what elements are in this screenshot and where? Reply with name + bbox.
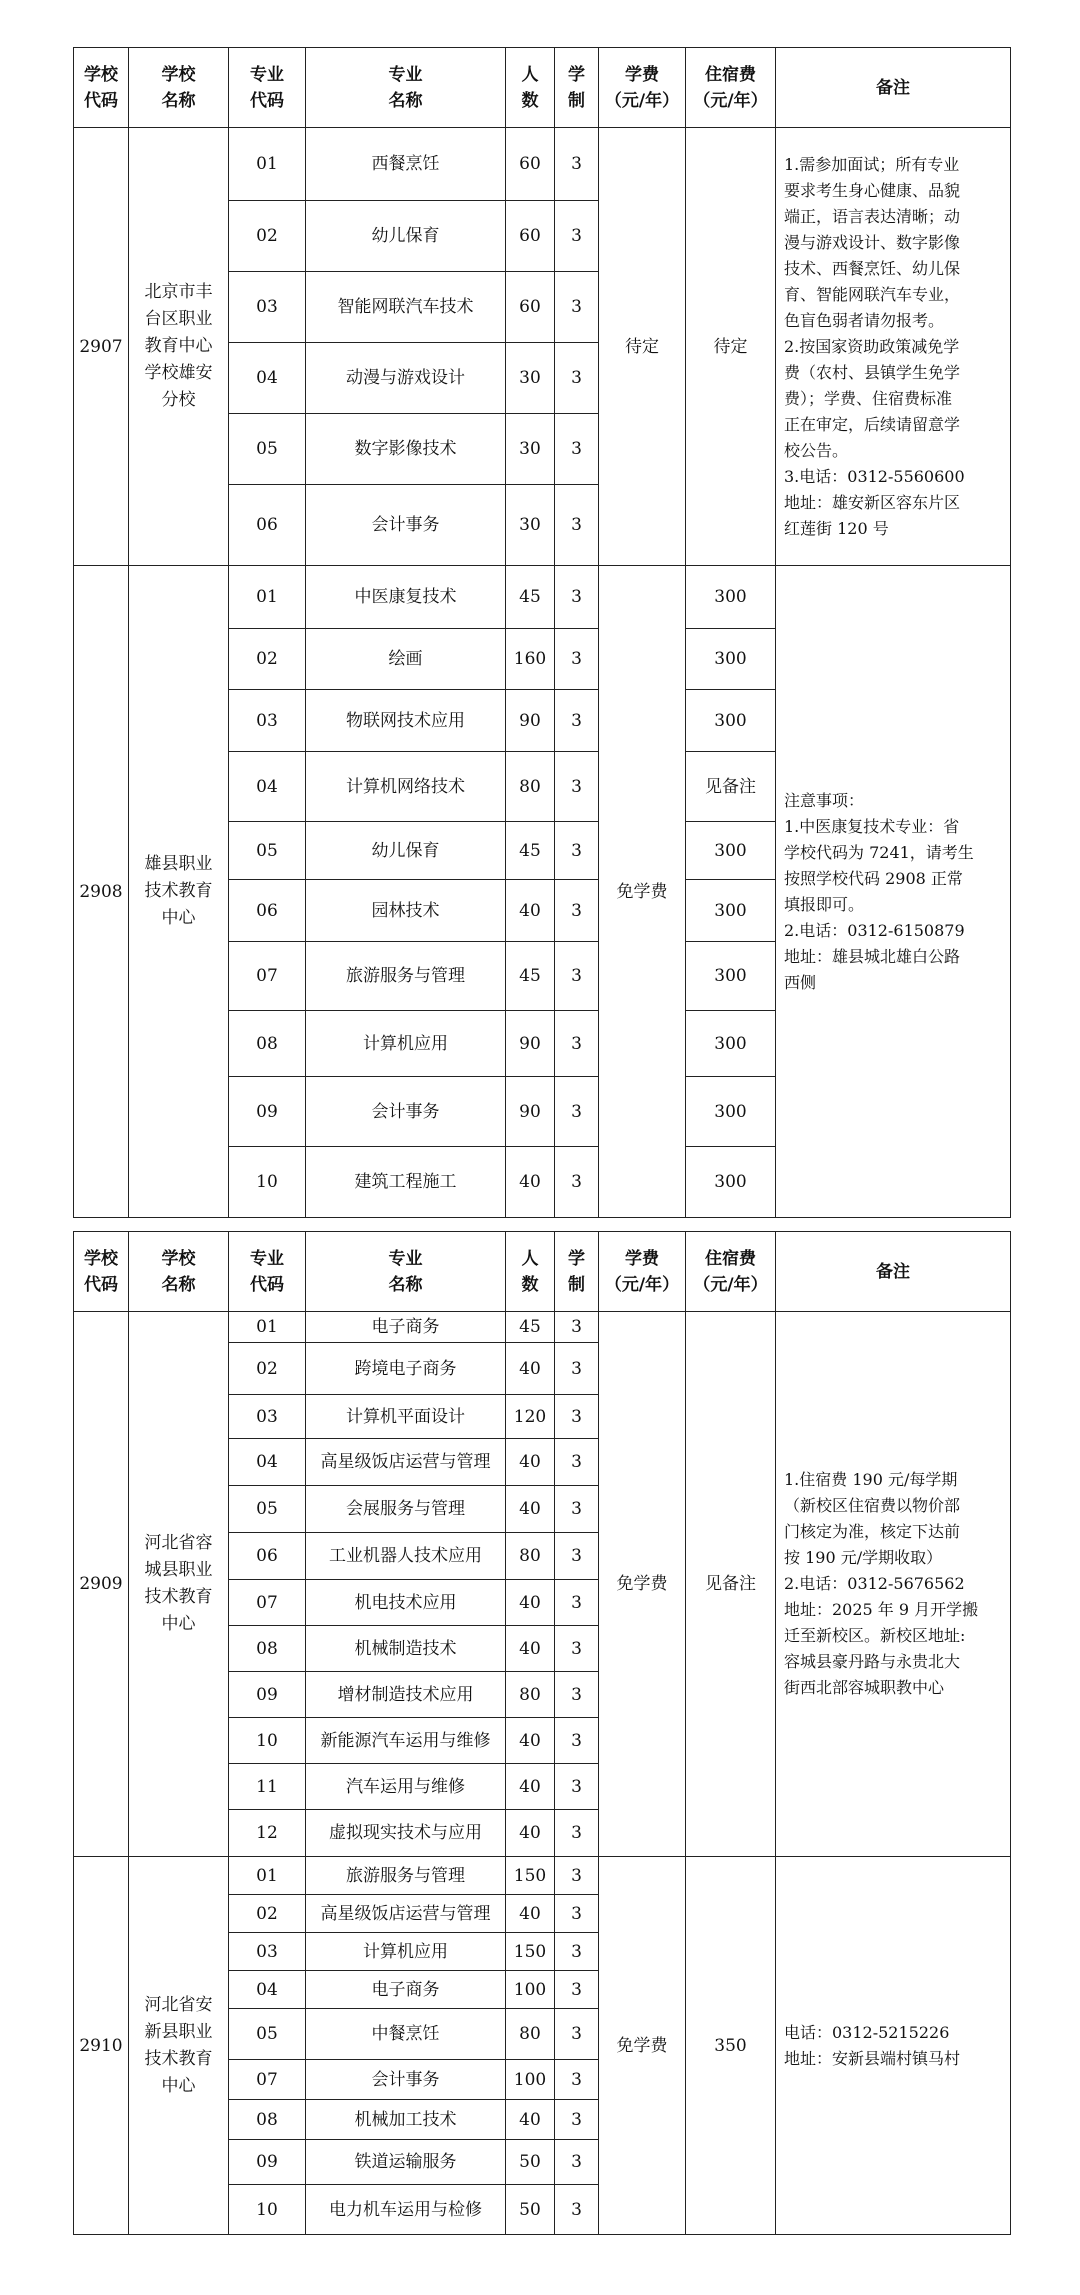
major-code: 03 [229, 1933, 306, 1971]
major-name: 绘画 [306, 629, 506, 690]
school-name-line: 城县职业 [144, 1560, 213, 1580]
major-code: 09 [229, 2140, 306, 2185]
header-line: 名称 [388, 1274, 423, 1295]
major-name: 旅游服务与管理 [306, 942, 506, 1011]
admissions-table-2 [73, 1231, 1011, 2235]
enrollment-count: 60 [506, 272, 555, 343]
major-name: 智能网联汽车技术 [306, 272, 506, 343]
enrollment-count: 80 [506, 1533, 555, 1580]
major-code: 08 [229, 2100, 306, 2140]
enrollment-count: 90 [506, 1011, 555, 1077]
header-line: 制 [568, 1274, 585, 1295]
school-name-line: 台区职业 [144, 309, 213, 329]
major-code: 09 [229, 1672, 306, 1718]
remarks [776, 128, 1011, 566]
dorm-fee: 300 [686, 942, 776, 1011]
remarks-line: 漫与游戏设计、数字影像 [784, 232, 961, 252]
header-line: （元/年） [604, 1274, 680, 1295]
major-code: 08 [229, 1626, 306, 1672]
major-name: 汽车运用与维修 [306, 1764, 506, 1810]
major-name: 计算机应用 [306, 1933, 506, 1971]
study-years: 3 [555, 1895, 599, 1933]
header-school-code [74, 48, 129, 128]
header-line: 学费 [625, 64, 659, 85]
remarks-line: 校公告。 [784, 440, 849, 460]
study-years: 3 [555, 1395, 599, 1439]
school-name [129, 1312, 229, 1857]
major-code: 06 [229, 1533, 306, 1580]
major-name: 虚拟现实技术与应用 [306, 1810, 506, 1857]
header-tuition [599, 1232, 686, 1312]
school-code: 2909 [74, 1312, 129, 1857]
header-line: 专业 [388, 64, 423, 85]
major-name: 建筑工程施工 [306, 1147, 506, 1218]
major-code: 10 [229, 1147, 306, 1218]
header-major-name [306, 1232, 506, 1312]
tuition: 免学费 [599, 1857, 686, 2235]
major-code: 02 [229, 629, 306, 690]
enrollment-count: 30 [506, 485, 555, 566]
remarks-line: 色盲色弱者请勿报考。 [784, 310, 945, 330]
major-name: 计算机应用 [306, 1011, 506, 1077]
remarks-line: 2.按国家资助政策减免学 [784, 336, 960, 356]
header-school-name [129, 1232, 229, 1312]
school-name [129, 1857, 229, 2235]
major-name: 物联网技术应用 [306, 690, 506, 752]
major-code: 06 [229, 880, 306, 942]
major-name: 会展服务与管理 [306, 1486, 506, 1533]
major-name: 计算机平面设计 [306, 1395, 506, 1439]
major-code: 05 [229, 822, 306, 880]
major-code: 10 [229, 1718, 306, 1764]
major-name: 计算机网络技术 [306, 752, 506, 822]
dorm-fee: 见备注 [686, 1312, 776, 1857]
enrollment-count: 30 [506, 414, 555, 485]
major-code: 01 [229, 566, 306, 629]
major-name: 增材制造技术应用 [306, 1672, 506, 1718]
study-years: 3 [555, 1011, 599, 1077]
enrollment-count: 40 [506, 1147, 555, 1218]
remarks-line: 电话：0312-5215226 [784, 2022, 950, 2042]
major-name: 动漫与游戏设计 [306, 343, 506, 414]
header-major-code [229, 48, 306, 128]
remarks-line: 正在审定，后续请留意学 [784, 414, 961, 434]
tuition: 待定 [599, 128, 686, 566]
enrollment-count: 80 [506, 1672, 555, 1718]
enrollment-count: 45 [506, 942, 555, 1011]
header-note: 备注 [776, 48, 1011, 128]
header-line: 学费 [625, 1248, 659, 1269]
remarks-line: 费（农村、县镇学生免学 [784, 362, 961, 382]
header-line: 名称 [161, 90, 196, 111]
study-years: 3 [555, 2140, 599, 2185]
enrollment-count: 90 [506, 1077, 555, 1147]
major-code: 02 [229, 201, 306, 272]
dorm-fee: 300 [686, 1147, 776, 1218]
enrollment-count: 80 [506, 752, 555, 822]
enrollment-count: 40 [506, 1439, 555, 1486]
dorm-fee: 300 [686, 1077, 776, 1147]
remarks-line: 地址：雄县城北雄白公路 [784, 946, 961, 966]
enrollment-count: 80 [506, 2009, 555, 2060]
study-years: 3 [555, 272, 599, 343]
major-code: 04 [229, 752, 306, 822]
enrollment-count: 40 [506, 1895, 555, 1933]
school-code: 2908 [74, 566, 129, 1218]
major-code: 05 [229, 1486, 306, 1533]
major-name: 旅游服务与管理 [306, 1857, 506, 1895]
remarks-line: 街西北部容城职教中心 [784, 1678, 945, 1697]
header-dorm [686, 1232, 776, 1312]
major-name: 机械制造技术 [306, 1626, 506, 1672]
school-name-line: 河北省容 [144, 1533, 213, 1553]
table-row [74, 1857, 1011, 1895]
header-line: 人 [521, 64, 539, 85]
header-line: 代码 [84, 90, 118, 111]
major-name: 跨境电子商务 [306, 1343, 506, 1395]
enrollment-count: 60 [506, 201, 555, 272]
study-years: 3 [555, 2100, 599, 2140]
remarks-line: 费）；学费、住宿费标准 [784, 388, 953, 408]
major-code: 10 [229, 2185, 306, 2235]
dorm-fee: 待定 [686, 128, 776, 566]
remarks-line: 1.中医康复技术专业：省 [784, 816, 960, 836]
study-years: 3 [555, 1343, 599, 1395]
study-years: 3 [555, 343, 599, 414]
major-code: 03 [229, 272, 306, 343]
tuition: 免学费 [599, 1312, 686, 1857]
enrollment-count: 40 [506, 1718, 555, 1764]
remarks-line: 地址：2025 年 9 月开学搬 [784, 1600, 979, 1619]
school-name-line: 教育中心 [144, 336, 213, 356]
major-name: 园林技术 [306, 880, 506, 942]
header-line: 制 [568, 90, 585, 111]
header-line: 学校 [84, 1248, 118, 1269]
remarks-line: 容城县豪丹路与永贵北大 [784, 1652, 961, 1671]
remarks-line: 地址：安新县端村镇马村 [784, 2048, 961, 2068]
school-name-line: 学校雄安 [144, 363, 213, 383]
remarks [776, 566, 1011, 1218]
remarks [776, 1857, 1011, 2235]
header-dorm [686, 48, 776, 128]
major-name: 中医康复技术 [306, 566, 506, 629]
study-years: 3 [555, 2060, 599, 2100]
enrollment-count: 160 [506, 629, 555, 690]
table-row [74, 128, 1011, 201]
study-years: 3 [555, 201, 599, 272]
school-name-line: 河北省安 [144, 1994, 213, 2015]
remarks-line: 1.住宿费 190 元/每学期 [784, 1470, 958, 1489]
major-name: 电力机车运用与检修 [306, 2185, 506, 2235]
study-years: 3 [555, 1971, 599, 2009]
school-name-line: 北京市丰 [144, 282, 213, 302]
remarks [776, 1312, 1011, 1857]
study-years: 3 [555, 1672, 599, 1718]
major-code: 09 [229, 1077, 306, 1147]
study-years: 3 [555, 1718, 599, 1764]
enrollment-count: 45 [506, 1312, 555, 1343]
header-tuition [599, 48, 686, 128]
major-code: 01 [229, 1857, 306, 1895]
major-code: 04 [229, 1971, 306, 2009]
dorm-fee: 350 [686, 1857, 776, 2235]
header-line: 数 [521, 1274, 539, 1295]
dorm-fee: 300 [686, 822, 776, 880]
major-name: 电子商务 [306, 1971, 506, 2009]
header-count [506, 1232, 555, 1312]
header-row [74, 1232, 1011, 1312]
school-name-line: 新县职业 [144, 2021, 213, 2042]
header-line: 学校 [161, 1248, 196, 1269]
remarks-line: 地址：雄安新区容东片区 [784, 492, 961, 512]
header-line: 名称 [388, 90, 423, 111]
remarks-line: 2.电话：0312-5676562 [784, 1574, 965, 1593]
remarks-line: 按 190 元/学期收取） [784, 1548, 943, 1567]
school-name-line: 技术教育 [144, 1587, 213, 1607]
remarks-line: 2.电话：0312-6150879 [784, 920, 965, 940]
tuition: 免学费 [599, 566, 686, 1218]
major-code: 03 [229, 1395, 306, 1439]
study-years: 3 [555, 1810, 599, 1857]
school-name-line: 中心 [161, 1614, 196, 1634]
header-line: 学 [568, 1248, 585, 1269]
dorm-fee: 300 [686, 880, 776, 942]
major-code: 01 [229, 128, 306, 201]
enrollment-count: 100 [506, 2060, 555, 2100]
school-name-line: 中心 [161, 2075, 196, 2096]
major-name: 中餐烹饪 [306, 2009, 506, 2060]
remarks-line: 注意事项： [784, 790, 865, 810]
enrollment-count: 40 [506, 1764, 555, 1810]
header-line: （元/年） [604, 90, 680, 111]
dorm-fee: 300 [686, 1011, 776, 1077]
major-code: 01 [229, 1312, 306, 1343]
enrollment-count: 100 [506, 1971, 555, 2009]
study-years: 3 [555, 822, 599, 880]
enrollment-count: 40 [506, 880, 555, 942]
enrollment-count: 40 [506, 1343, 555, 1395]
header-major-name [306, 48, 506, 128]
major-name: 数字影像技术 [306, 414, 506, 485]
header-years [555, 1232, 599, 1312]
header-line: 人 [521, 1248, 539, 1269]
major-code: 11 [229, 1764, 306, 1810]
enrollment-count: 150 [506, 1857, 555, 1895]
major-name: 会计事务 [306, 485, 506, 566]
remarks-line: 填报即可。 [784, 894, 865, 914]
study-years: 3 [555, 1439, 599, 1486]
table-row [74, 566, 1011, 629]
header-school-code [74, 1232, 129, 1312]
header-line: 学校 [161, 64, 196, 85]
study-years: 3 [555, 485, 599, 566]
header-line: 学 [568, 64, 585, 85]
school-name-line: 中心 [161, 908, 196, 928]
remarks-line: 迁至新校区。新校区地址: [784, 1626, 966, 1645]
major-code: 07 [229, 2060, 306, 2100]
major-code: 04 [229, 343, 306, 414]
school-name-line: 雄县职业 [144, 854, 213, 874]
enrollment-count: 40 [506, 1626, 555, 1672]
header-line: 住宿费 [705, 1248, 756, 1269]
header-school-name [129, 48, 229, 128]
study-years: 3 [555, 1857, 599, 1895]
study-years: 3 [555, 2185, 599, 2235]
study-years: 3 [555, 880, 599, 942]
header-note: 备注 [776, 1232, 1011, 1312]
study-years: 3 [555, 1626, 599, 1672]
major-name: 高星级饭店运营与管理 [306, 1439, 506, 1486]
major-name: 新能源汽车运用与维修 [306, 1718, 506, 1764]
major-name: 会计事务 [306, 1077, 506, 1147]
study-years: 3 [555, 1580, 599, 1626]
enrollment-count: 45 [506, 822, 555, 880]
school-name-line: 技术教育 [144, 2048, 213, 2069]
study-years: 3 [555, 1312, 599, 1343]
header-line: 专业 [250, 1248, 284, 1269]
major-name: 会计事务 [306, 2060, 506, 2100]
school-name [129, 128, 229, 566]
study-years: 3 [555, 2009, 599, 2060]
remarks-line: 按照学校代码 2908 正常 [784, 868, 963, 888]
major-name: 机电技术应用 [306, 1580, 506, 1626]
study-years: 3 [555, 1764, 599, 1810]
major-code: 02 [229, 1895, 306, 1933]
enrollment-count: 50 [506, 2185, 555, 2235]
study-years: 3 [555, 414, 599, 485]
major-name: 幼儿保育 [306, 201, 506, 272]
study-years: 3 [555, 1486, 599, 1533]
remarks-line: 技术、西餐烹饪、幼儿保 [784, 258, 961, 278]
header-line: 数 [521, 90, 539, 111]
remarks-line: 3.电话：0312-5560600 [784, 466, 965, 486]
header-line: 名称 [161, 1274, 196, 1295]
header-count [506, 48, 555, 128]
enrollment-count: 40 [506, 2100, 555, 2140]
header-line: （元/年） [693, 1274, 768, 1295]
header-line: 代码 [250, 1274, 284, 1295]
enrollment-count: 50 [506, 2140, 555, 2185]
header-line: 学校 [84, 64, 118, 85]
major-name: 机械加工技术 [306, 2100, 506, 2140]
major-name: 高星级饭店运营与管理 [306, 1895, 506, 1933]
study-years: 3 [555, 1077, 599, 1147]
enrollment-count: 90 [506, 690, 555, 752]
header-row [74, 48, 1011, 128]
major-name: 电子商务 [306, 1312, 506, 1343]
major-code: 03 [229, 690, 306, 752]
remarks-line: 要求考生身心健康、品貌 [784, 180, 961, 200]
header-line: （元/年） [693, 90, 768, 111]
dorm-fee: 300 [686, 629, 776, 690]
major-name: 西餐烹饪 [306, 128, 506, 201]
enrollment-count: 150 [506, 1933, 555, 1971]
study-years: 3 [555, 128, 599, 201]
school-name-line: 技术教育 [144, 881, 213, 901]
major-code: 05 [229, 2009, 306, 2060]
study-years: 3 [555, 690, 599, 752]
study-years: 3 [555, 1147, 599, 1218]
major-name: 铁道运输服务 [306, 2140, 506, 2185]
admissions-table-1 [73, 47, 1011, 1218]
header-line: 专业 [250, 64, 284, 85]
major-name: 工业机器人技术应用 [306, 1533, 506, 1580]
study-years: 3 [555, 629, 599, 690]
study-years: 3 [555, 1533, 599, 1580]
major-code: 07 [229, 1580, 306, 1626]
header-major-code [229, 1232, 306, 1312]
major-code: 07 [229, 942, 306, 1011]
header-line: 代码 [250, 90, 284, 111]
header-line: 专业 [388, 1248, 423, 1269]
major-code: 04 [229, 1439, 306, 1486]
school-name-line: 分校 [161, 390, 196, 410]
enrollment-count: 40 [506, 1810, 555, 1857]
header-line: 代码 [84, 1274, 118, 1295]
study-years: 3 [555, 1933, 599, 1971]
study-years: 3 [555, 942, 599, 1011]
enrollment-count: 45 [506, 566, 555, 629]
enrollment-count: 60 [506, 128, 555, 201]
enrollment-count: 40 [506, 1580, 555, 1626]
study-years: 3 [555, 566, 599, 629]
dorm-fee: 300 [686, 690, 776, 752]
remarks-line: 育、智能网联汽车专业， [784, 284, 961, 304]
enrollment-count: 120 [506, 1395, 555, 1439]
enrollment-count: 30 [506, 343, 555, 414]
major-code: 12 [229, 1810, 306, 1857]
major-name: 幼儿保育 [306, 822, 506, 880]
remarks-line: （新校区住宿费以物价部 [784, 1496, 961, 1515]
major-code: 05 [229, 414, 306, 485]
remarks-line: 红莲街 120 号 [784, 518, 889, 538]
dorm-fee: 300 [686, 566, 776, 629]
enrollment-count: 40 [506, 1486, 555, 1533]
school-code: 2907 [74, 128, 129, 566]
study-years: 3 [555, 752, 599, 822]
table-row [74, 1312, 1011, 1343]
header-line: 住宿费 [705, 64, 756, 85]
remarks-line: 门核定为准，核定下达前 [784, 1522, 961, 1541]
major-code: 06 [229, 485, 306, 566]
school-code: 2910 [74, 1857, 129, 2235]
school-name [129, 566, 229, 1218]
dorm-fee: 见备注 [686, 752, 776, 822]
remarks-line: 端正，语言表达清晰；动 [784, 206, 961, 226]
remarks-line: 学校代码为 7241，请考生 [784, 842, 974, 862]
header-years [555, 48, 599, 128]
major-code: 08 [229, 1011, 306, 1077]
remarks-line: 西侧 [784, 972, 817, 992]
major-code: 02 [229, 1343, 306, 1395]
remarks-line: 1.需参加面试；所有专业 [784, 154, 960, 174]
